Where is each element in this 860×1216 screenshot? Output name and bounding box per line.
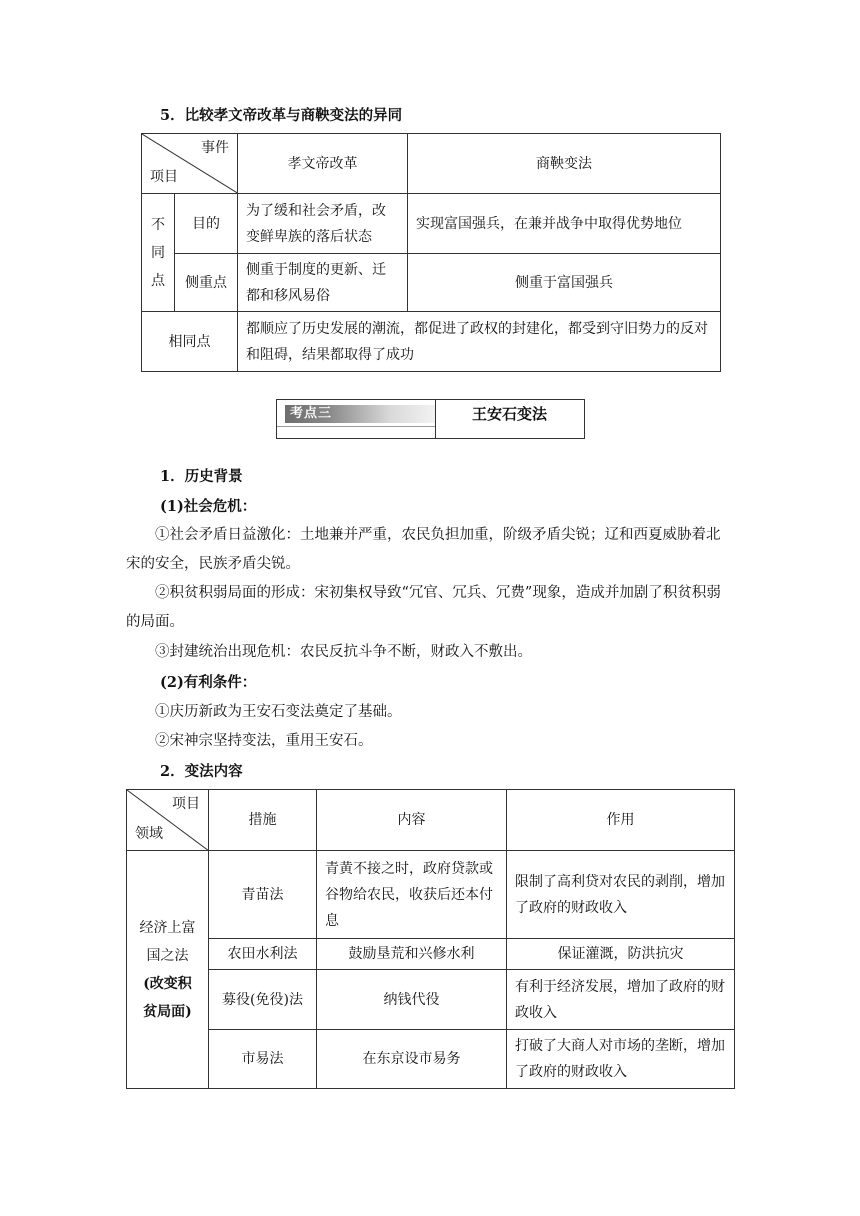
measure-nongtian: 农田水利法 (209, 939, 317, 970)
content-nongtian: 鼓励垦荒和兴修水利 (317, 939, 507, 970)
purpose-xiaowendi: 为了缓和社会矛盾，改变鲜卑族的落后状态 (238, 194, 408, 254)
header-content: 内容 (317, 790, 507, 851)
header-measure: 措施 (209, 790, 317, 851)
comparison-table (141, 133, 721, 372)
condition-point-1: ①庆历新政为王安石变法奠定了基础。 (155, 704, 402, 720)
effect-shiyi: 打破了大商人对市场的垄断，增加了政府的财政收入 (507, 1030, 735, 1089)
focus-xiaowendi: 侧重于制度的更新、迁都和移风易俗 (238, 254, 408, 312)
corner-top-label: 项目 (172, 796, 200, 812)
purpose-shangyang: 实现富国强兵，在兼并战争中取得优势地位 (408, 194, 721, 254)
crisis-point-2: ②积贫积弱局面的形成：宋初集权导致“冗官、冗兵、冗费”现象，造成并加剧了积贫积弱的局面。 (126, 585, 721, 630)
row-same-label: 相同点 (142, 312, 238, 372)
effect-nongtian: 保证灌溉，防洪抗灾 (507, 939, 735, 970)
content-qingmiao: 青黄不接之时，政府贷款或谷物给农民，收获后还本付息 (317, 851, 507, 939)
measure-muyi: 募役(免役)法 (209, 970, 317, 1030)
header-shangyang: 商鞅变法 (408, 134, 721, 194)
content-corner-header (127, 790, 209, 851)
crisis-subheading: (1)社会危机： (160, 498, 257, 515)
content-heading: 2．变法内容 (160, 763, 243, 780)
header-effect: 作用 (507, 790, 735, 851)
content-shiyi: 在东京设市易务 (317, 1030, 507, 1089)
corner-header (142, 134, 238, 194)
row-purpose-label: 目的 (175, 194, 238, 254)
crisis-point-1: ①社会矛盾日益激化：土地兼并严重，农民负担加重，阶级矛盾尖锐；辽和西夏威胁着北宋的安全，民族矛盾尖锐。 (126, 527, 721, 572)
kaodian-title: 王安石变法 (471, 405, 547, 423)
effect-qingmiao: 限制了高利贷对农民的剥削，增加了政府的财政收入 (507, 851, 735, 939)
row-focus-label: 侧重点 (175, 254, 238, 312)
header-xiaowendi: 孝文帝改革 (238, 134, 408, 194)
corner-top-label: 事件 (201, 140, 229, 156)
effect-muyi: 有利于经济发展，增加了政府的财政收入 (507, 970, 735, 1030)
reform-content-table (126, 789, 735, 1089)
focus-shangyang: 侧重于富国强兵 (408, 254, 721, 312)
condition-point-2: ②宋神宗坚持变法，重用王安石。 (155, 733, 373, 749)
section5-heading: 5．比较孝文帝改革与商鞅变法的异同 (160, 107, 403, 124)
conditions-subheading: (2)有利条件： (160, 674, 257, 691)
crisis-point-3: ③封建统治出现危机：农民反抗斗争不断，财政入不敷出。 (155, 644, 532, 660)
domain-economic: 经济上富 国之法 (改变积 贫局面) (127, 851, 209, 1089)
kaodian-box (276, 399, 585, 439)
measure-shiyi: 市易法 (209, 1030, 317, 1089)
measure-qingmiao: 青苗法 (209, 851, 317, 939)
corner-bottom-label: 项目 (150, 169, 178, 185)
background-heading: 1．历史背景 (160, 468, 243, 485)
diff-group-label: 不 同 点 (142, 194, 175, 312)
content-muyi: 纳钱代役 (317, 970, 507, 1030)
corner-bottom-label: 领域 (135, 826, 163, 842)
kaodian-tag: 考点三 (285, 405, 435, 423)
same-text: 都顺应了历史发展的潮流，都促进了政权的封建化，都受到守旧势力的反对和阻碍，结果都取得了成功 (238, 312, 721, 372)
